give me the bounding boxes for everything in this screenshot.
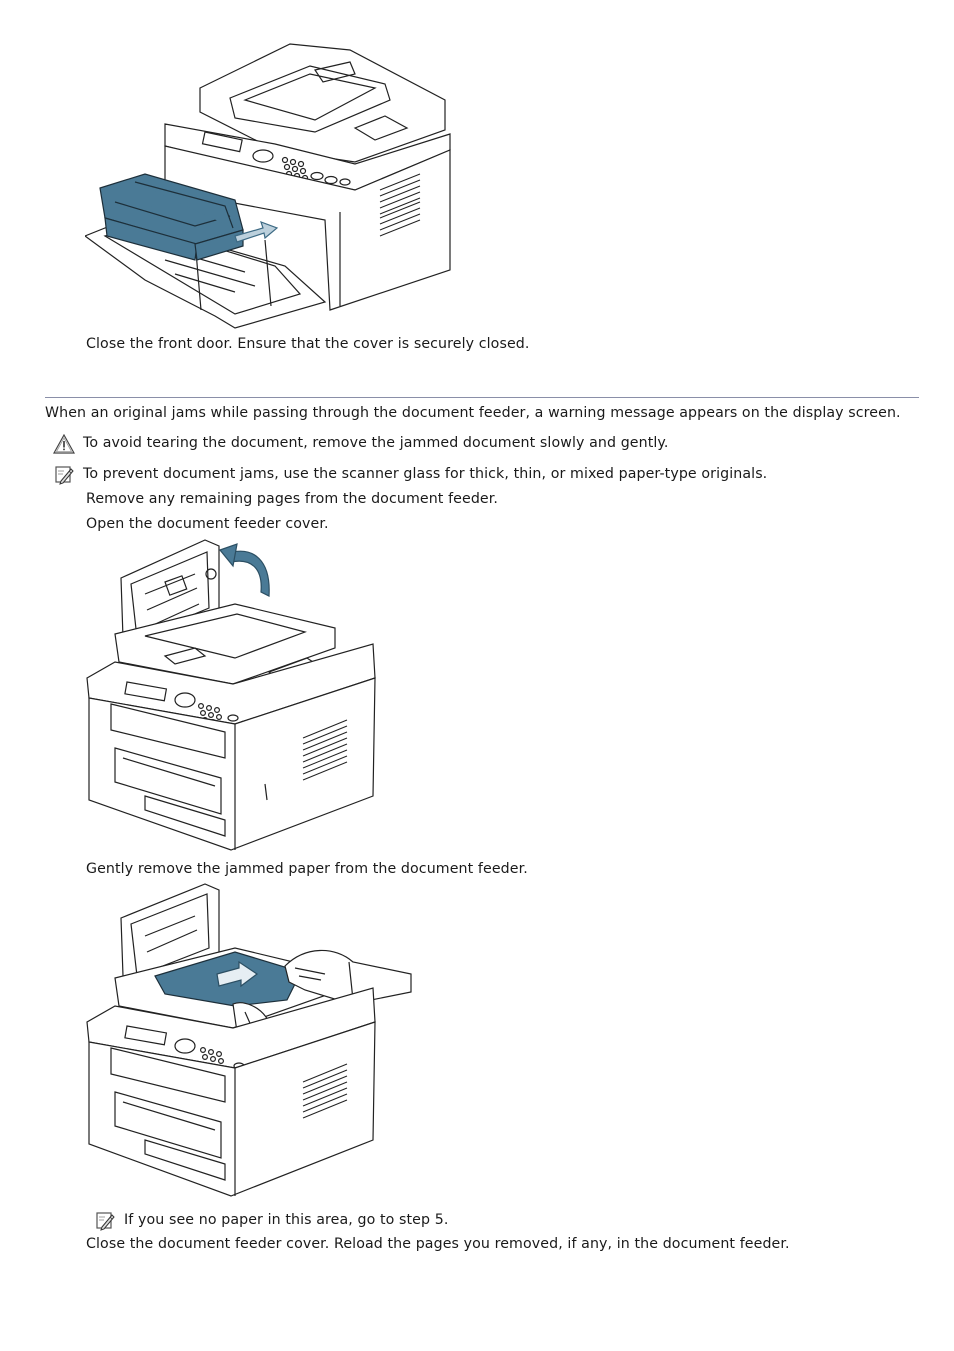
step-remove-jammed-paper: Gently remove the jammed paper from the document feeder. [86,861,528,877]
printer-remove-jam-illustration [85,882,413,1200]
section-divider [45,397,919,398]
step-remove-remaining-pages: Remove any remaining pages from the document feeder. [86,491,498,507]
intro-paragraph: When an original jams while passing through the document feeder, a warning message appears on the display screen. [45,405,901,421]
printer-toner-illustration [85,40,455,330]
step-close-feeder-cover: Close the document feeder cover. Reload the pages you removed, if any, in the document feeder. [86,1236,790,1252]
warning-triangle-icon [53,434,75,454]
note-pencil-icon [95,1211,115,1231]
note-step5-text: If you see no paper in this area, go to step 5. [124,1212,449,1228]
note-pencil-icon [54,465,74,485]
step-open-feeder-cover: Open the document feeder cover. [86,516,329,532]
caution-text: To avoid tearing the document, remove the jammed document slowly and gently. [83,435,669,451]
printer-feeder-open-illustration [85,538,377,854]
note-scanner-glass-text: To prevent document jams, use the scanner glass for thick, thin, or mixed paper-type originals. [83,466,768,482]
step-close-front-door: Close the front door. Ensure that the cover is securely closed. [86,336,530,352]
